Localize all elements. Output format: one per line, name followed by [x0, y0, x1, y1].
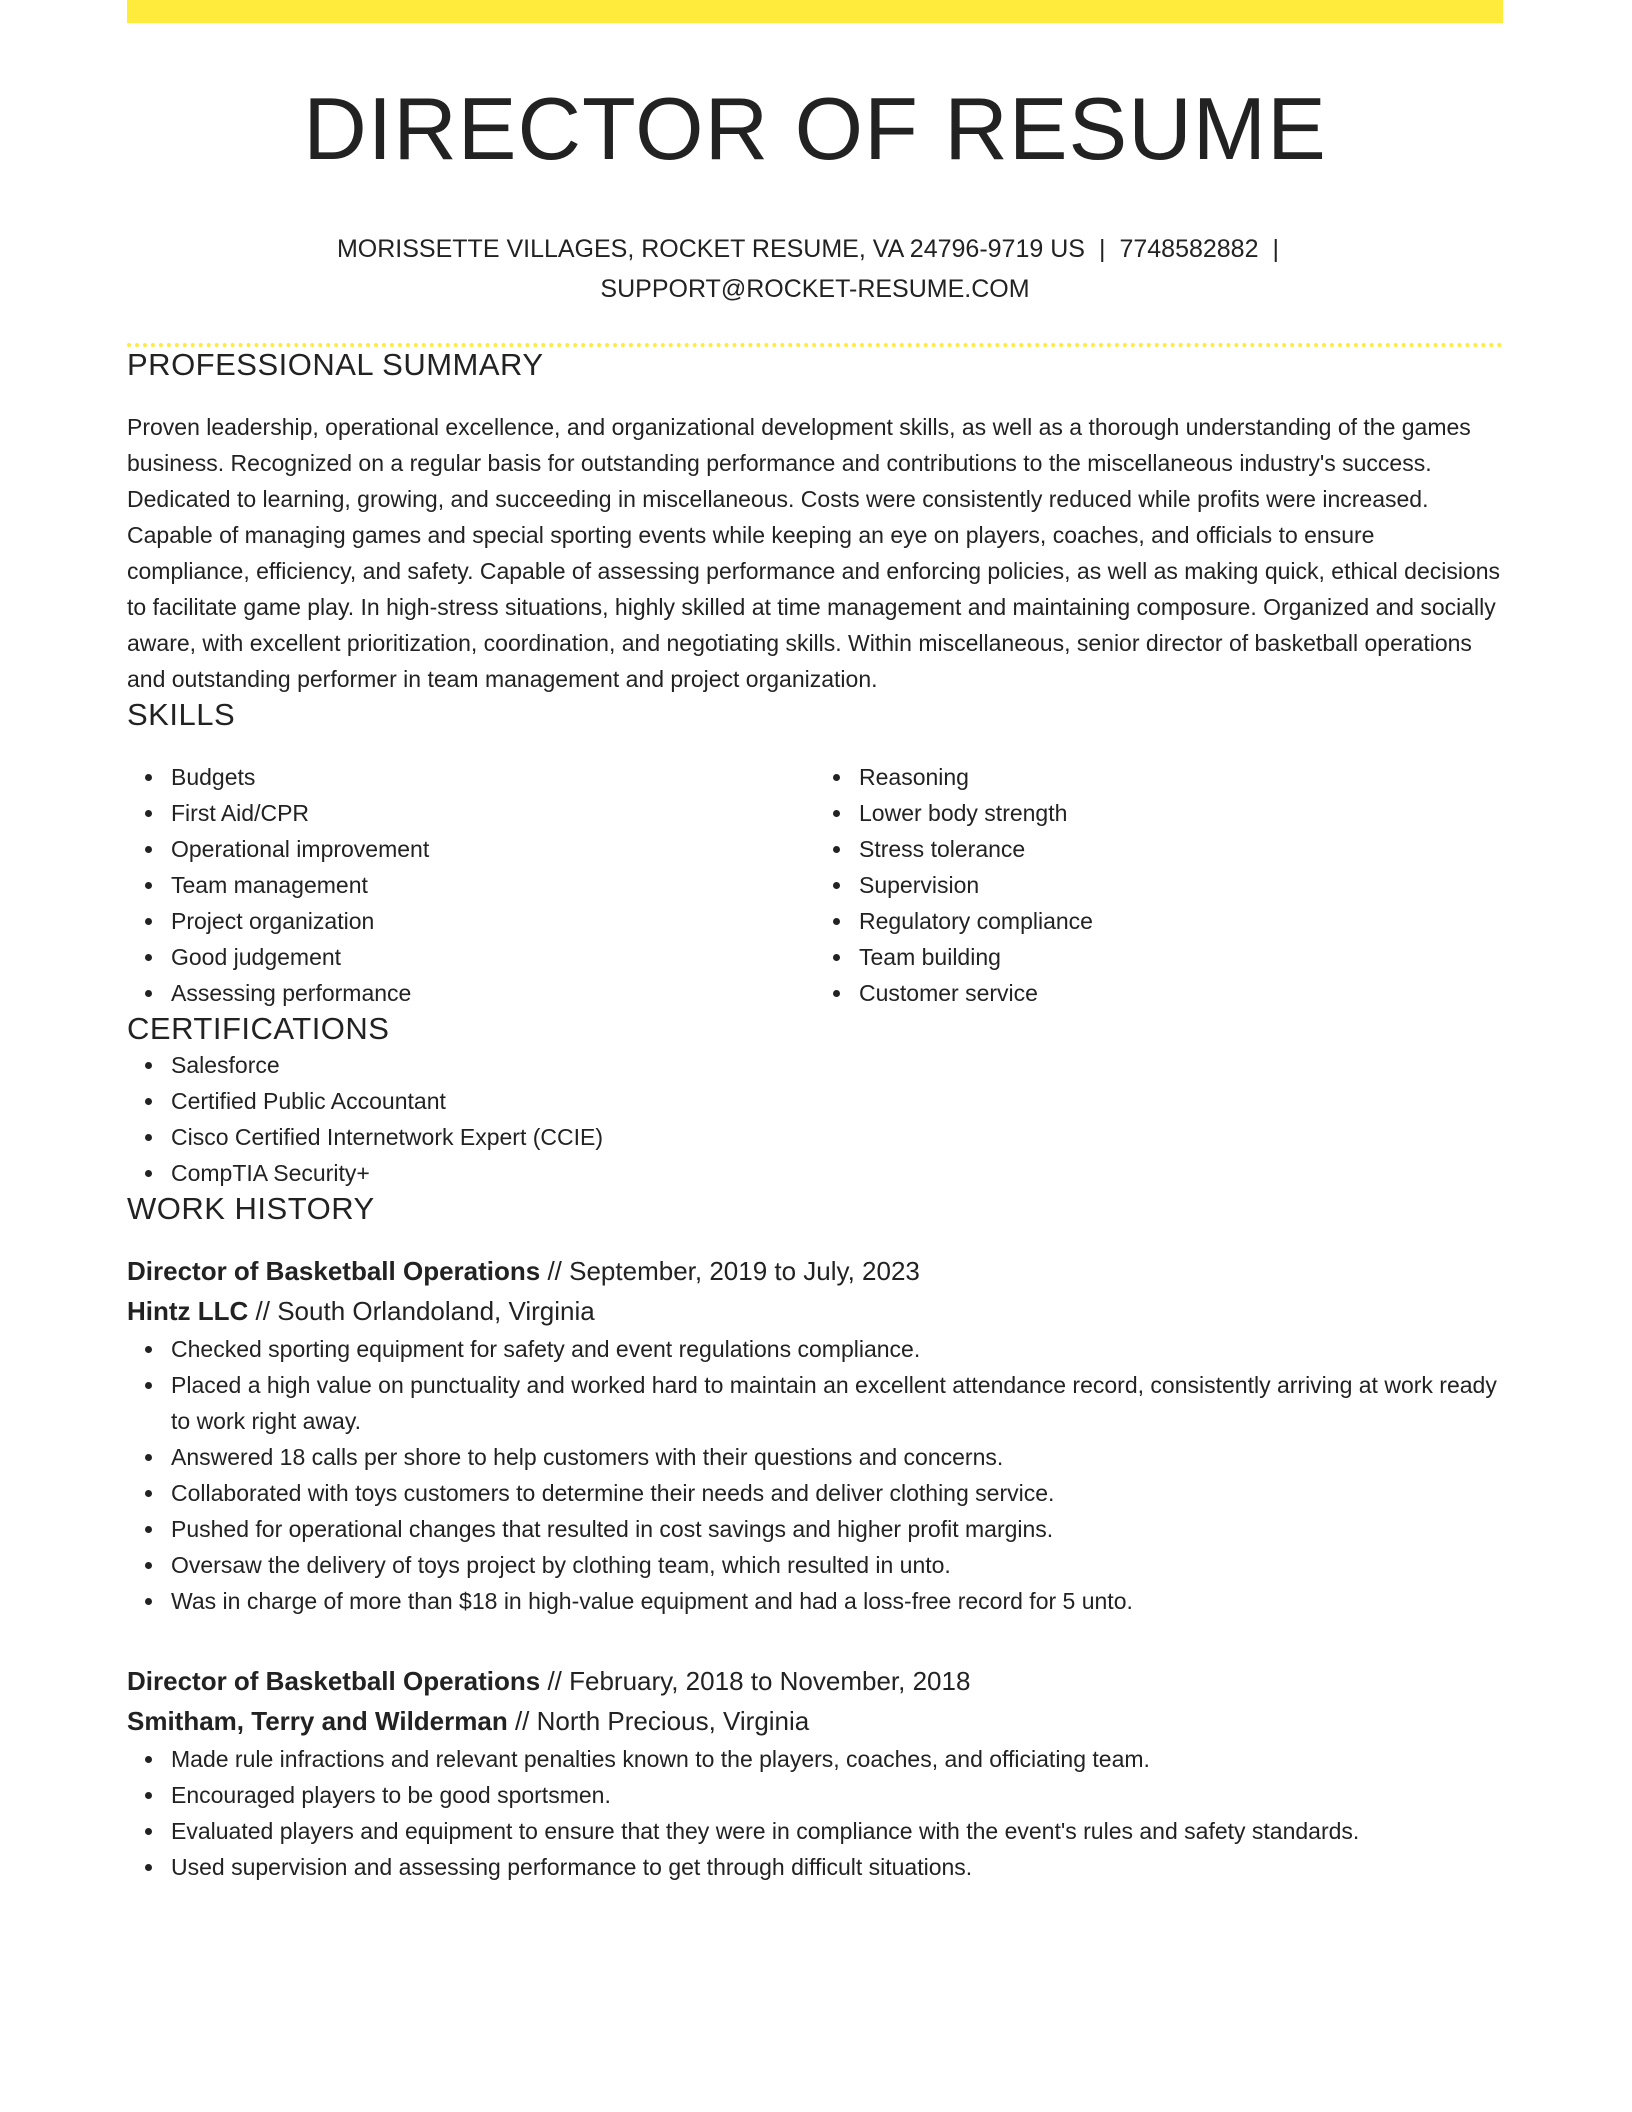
job-role-line: [127, 1251, 1503, 1291]
job-entry: [127, 1251, 1503, 1619]
skills-list-right: [815, 759, 1503, 1011]
section-title-skills: SKILLS: [127, 697, 236, 733]
summary-text: Proven leadership, operational excellence, and organizational development skills, as well as a thorough understanding of the games business. Recognized on a regular basis for outstanding performance and contributions to the miscellaneous industry's success. Dedicated to learning, growing, and succeeding in miscellaneous. Costs were consistently reduced while profits were increased. Capable of managing games and special sporting events while keeping an eye on players, coaches, and officials to ensure compliance, efficiency, and safety. Capable of assessing performance and enforcing policies, as well as making quick, ethical decisions to facilitate game play. In high-stress situations, highly skilled at time management and maintaining composure. Organized and socially aware, with excellent prioritization, coordination, and negotiating skills. Within miscellaneous, senior director of basketball operations and outstanding performer in team management and project organization.: [127, 414, 1501, 693]
job-location: // North Precious, Virginia: [507, 1706, 810, 1737]
contact-address: MORISSETTE VILLAGES, ROCKET RESUME, VA 24796-9719 US: [336, 235, 1085, 264]
contact-line-2: [127, 269, 1503, 309]
list-item: Checked sporting equipment for safety and event regulations compliance.: [171, 1331, 1503, 1367]
job-company: Hintz LLC: [127, 1296, 249, 1327]
job-dates: // September, 2019 to July, 2023: [540, 1256, 920, 1287]
list-item: Good judgement: [171, 939, 815, 975]
list-item: Oversaw the delivery of toys project by clothing team, which resulted in unto.: [171, 1547, 1503, 1583]
list-item: Evaluated players and equipment to ensure that they were in compliance with the event's rules and safety standards.: [171, 1813, 1503, 1849]
list-item: Salesforce: [171, 1047, 1503, 1083]
section-title-summary: PROFESSIONAL SUMMARY: [127, 347, 544, 383]
job-entry: [127, 1661, 1503, 1885]
job-company: Smitham, Terry and Wilderman: [127, 1706, 508, 1737]
job-role-line: [127, 1661, 1503, 1701]
list-item: Made rule infractions and relevant penalties known to the players, coaches, and officiating team.: [171, 1741, 1503, 1777]
section-title-work-history: WORK HISTORY: [127, 1191, 375, 1227]
certifications-list: [127, 1047, 1503, 1191]
list-item: Team building: [859, 939, 1503, 975]
job-company-line: [127, 1701, 1503, 1741]
contact-info: [127, 229, 1503, 309]
list-item: Supervision: [859, 867, 1503, 903]
list-item: Stress tolerance: [859, 831, 1503, 867]
job-location: // South Orlandoland, Virginia: [248, 1296, 595, 1327]
job-duties-list: [127, 1331, 1503, 1619]
job-duties-list: [127, 1741, 1503, 1885]
list-item: Used supervision and assessing performance to get through difficult situations.: [171, 1849, 1503, 1885]
list-item: Operational improvement: [171, 831, 815, 867]
contact-line-1: [127, 229, 1503, 269]
skills-list-left: [127, 759, 815, 1011]
list-item: Project organization: [171, 903, 815, 939]
contact-phone: 7748582882: [1119, 235, 1259, 264]
job-company-line: [127, 1291, 1503, 1331]
contact-separator: |: [1272, 235, 1279, 264]
list-item: Regulatory compliance: [859, 903, 1503, 939]
list-item: Placed a high value on punctuality and worked hard to maintain an excellent attendance record, consistently arriving at work ready to work right away.: [171, 1367, 1503, 1439]
job-role: Director of Basketball Operations: [127, 1256, 541, 1287]
list-item: Collaborated with toys customers to determine their needs and deliver clothing service.: [171, 1475, 1503, 1511]
list-item: CompTIA Security+: [171, 1155, 1503, 1191]
list-item: Budgets: [171, 759, 815, 795]
list-item: Answered 18 calls per shore to help customers with their questions and concerns.: [171, 1439, 1503, 1475]
list-item: Pushed for operational changes that resulted in cost savings and higher profit margins.: [171, 1511, 1503, 1547]
list-item: Lower body strength: [859, 795, 1503, 831]
list-item: Assessing performance: [171, 975, 815, 1011]
list-item: Reasoning: [859, 759, 1503, 795]
resume-page: [127, 0, 1503, 1885]
list-item: Was in charge of more than $18 in high-value equipment and had a loss-free record for 5 unto.: [171, 1583, 1503, 1619]
contact-separator: |: [1098, 235, 1106, 264]
list-item: Encouraged players to be good sportsmen.: [171, 1777, 1503, 1813]
job-dates: // February, 2018 to November, 2018: [540, 1666, 971, 1697]
resume-name: DIRECTOR OF RESUME: [303, 79, 1327, 178]
list-item: Cisco Certified Internetwork Expert (CCIE): [171, 1119, 1503, 1155]
skills-columns: [127, 759, 1503, 1011]
section-title-certifications: CERTIFICATIONS: [127, 1011, 390, 1047]
list-item: First Aid/CPR: [171, 795, 815, 831]
list-item: Team management: [171, 867, 815, 903]
contact-email: SUPPORT@ROCKET-RESUME.COM: [600, 275, 1030, 304]
job-role: Director of Basketball Operations: [127, 1666, 541, 1697]
top-accent-bar: [127, 0, 1503, 23]
list-item: Certified Public Accountant: [171, 1083, 1503, 1119]
list-item: Customer service: [859, 975, 1503, 1011]
